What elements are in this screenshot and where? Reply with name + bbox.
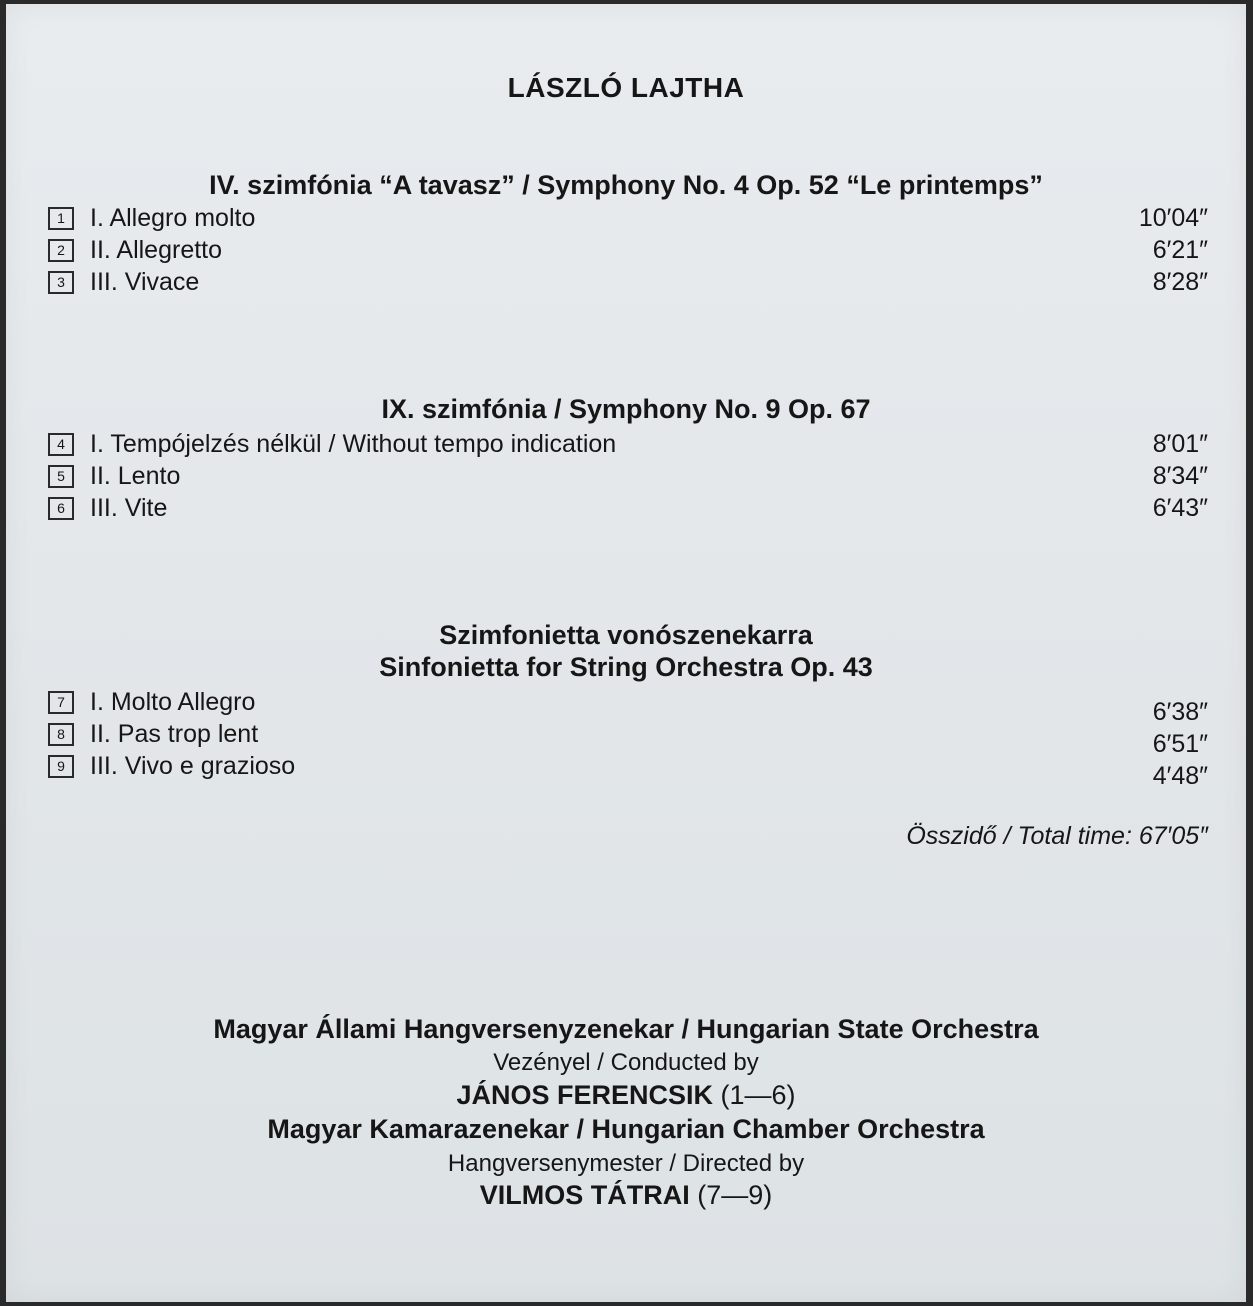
director-tracks: (7—9) <box>697 1180 773 1210</box>
conductor-name: JÁNOS FERENCSIK <box>456 1080 713 1110</box>
track-row <box>6 460 1246 492</box>
movement-title: I. Molto Allegro <box>90 688 256 716</box>
track-row <box>6 750 1246 790</box>
track-duration: 8′01″ <box>1152 430 1208 458</box>
movement-title: III. Vivo e grazioso <box>90 752 296 780</box>
conducted-by-label: Vezényel / Conducted by <box>493 1049 759 1076</box>
track-number-box: 7 <box>48 691 74 714</box>
orchestra-1: Magyar Állami Hangversenyzenekar / Hungarian State Orchestra <box>213 1014 1039 1044</box>
total-time: Összidő / Total time: 67′05″ <box>906 822 1208 850</box>
work-title-symphony-9: IX. szimfónia / Symphony No. 9 Op. 67 <box>381 394 871 424</box>
track-number-box: 1 <box>48 207 74 230</box>
track-number-box: 2 <box>48 239 74 262</box>
track-duration: 6′38″ <box>1152 698 1208 726</box>
track-row <box>6 266 1246 298</box>
track-number-box: 8 <box>48 723 74 746</box>
work-title-sinfonietta-hu: Szimfonietta vonószenekarra <box>439 620 813 650</box>
booklet-page <box>6 4 1246 1302</box>
track-duration: 4′48″ <box>1152 762 1208 790</box>
track-row <box>6 234 1246 266</box>
orchestra-2: Magyar Kamarazenekar / Hungarian Chamber Orchestra <box>267 1114 985 1144</box>
track-number-box: 6 <box>48 497 74 520</box>
composer-title: LÁSZLÓ LAJTHA <box>507 72 745 103</box>
conductor-tracks: (1—6) <box>720 1080 796 1110</box>
movement-title: I. Allegro molto <box>90 204 256 232</box>
track-number-box: 4 <box>48 433 74 456</box>
movement-title: II. Pas trop lent <box>90 720 259 748</box>
track-number-box: 5 <box>48 465 74 488</box>
conductor-line <box>6 1080 1246 1111</box>
track-duration: 8′34″ <box>1152 462 1208 490</box>
movement-title: II. Lento <box>90 462 181 490</box>
track-row <box>6 492 1246 524</box>
track-duration: 8′28″ <box>1152 268 1208 296</box>
movement-title: II. Allegretto <box>90 236 223 264</box>
movement-title: III. Vivace <box>90 268 200 296</box>
track-row <box>6 202 1246 234</box>
track-number-box: 9 <box>48 755 74 778</box>
track-row <box>6 428 1246 460</box>
movement-title: III. Vite <box>90 494 168 522</box>
work-title-symphony-4: IV. szimfónia “A tavasz” / Symphony No. 4 Op. 52 “Le printemps” <box>209 170 1043 200</box>
track-duration: 6′51″ <box>1152 730 1208 758</box>
work-title-sinfonietta-en: Sinfonietta for String Orchestra Op. 43 <box>379 652 873 682</box>
directed-by-label: Hangversenymester / Directed by <box>447 1150 805 1177</box>
director-name: VILMOS TÁTRAI <box>479 1180 690 1210</box>
director-line <box>6 1180 1246 1211</box>
track-row <box>6 686 1246 726</box>
track-row <box>6 718 1246 758</box>
track-duration: 6′43″ <box>1152 494 1208 522</box>
track-number-box: 3 <box>48 271 74 294</box>
track-duration: 10′04″ <box>1138 204 1208 232</box>
movement-title: I. Tempójelzés nélkül / Without tempo indication <box>90 430 617 458</box>
track-duration: 6′21″ <box>1152 236 1208 264</box>
